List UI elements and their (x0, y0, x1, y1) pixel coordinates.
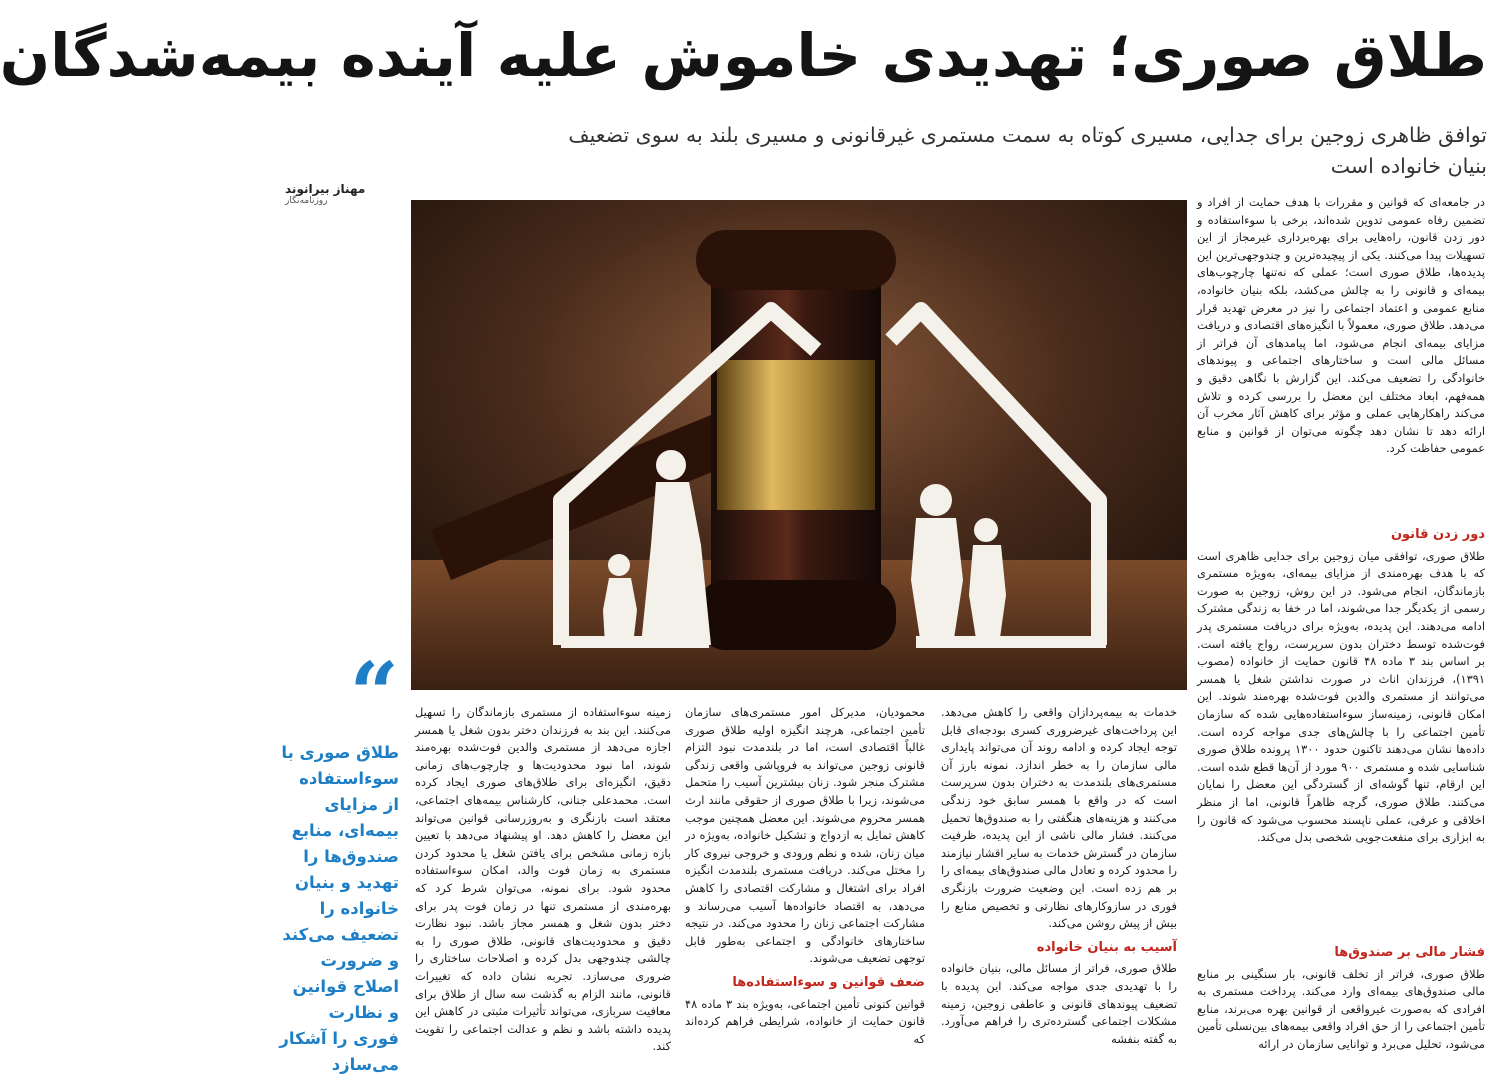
section-heading-4: ضعف قوانین و سوءاستفاده‌ها (732, 974, 925, 990)
gavel-gold-band (717, 360, 875, 510)
column-2-body-2: طلاق صوری، فراتر از مسائل مالی، بنیان خانواده را با تهدیدی جدی مواجه می‌کند. این پدیده با تضعیف پیوندهای قانونی و عاطفی زوجین، زمینه مشکلات اجتماعی گسترده‌تری را فراهم می‌آورد. به گفته بنفشه (941, 961, 1177, 1046)
column-2 (941, 704, 1177, 1084)
lead-paragraph: توافق ظاهری زوجین برای جدایی، مسیری کوتاه به سمت مستمری غیرقانونی و مسیری بلند به سوی تضعیف بنیان خانواده است (568, 123, 1487, 178)
pull-quote (279, 644, 399, 1078)
column-1-section-2 (1197, 938, 1485, 1084)
section-heading-1: دور زدن قانون (1390, 527, 1485, 542)
section-body-2: طلاق صوری، فراتر از تخلف قانونی، بار سنگینی بر منابع مالی صندوق‌های بیمه‌ای وارد می‌کند. پرداخت مستمری به افرادی که به‌صورت غیرواقعی از قوانین بهره می‌برند، منابع تأمین اجتماعی را از حق افراد واقعی بیمه‌های بین‌نسلی تأمین می‌شود، تحلیل می‌برد و توانایی سازمان در ارائه (1197, 966, 1485, 1051)
section-heading-3: آسیب به بنیان خانواده (1036, 939, 1177, 955)
headline: طلاق صوری؛ تهدیدی خاموش علیه آینده بیمه‌شدگان (0, 21, 1487, 90)
gavel-family-illustration (411, 200, 1187, 690)
column-1-section (1197, 520, 1485, 940)
column-3-body-2: قوانین کنونی تأمین اجتماعی، به‌ویژه بند ۳ ماده ۴۸ قانون حمایت از خانواده، شرایطی فراهم کرده‌اند که (685, 996, 925, 1046)
lead-photo (411, 200, 1187, 690)
pull-quote-text: طلاق صوری با سوءاستفاده از مزایای بیمه‌ای، منابع صندوق‌ها را تهدید و بنیان خانواده را تضعیف می‌کند و ضرورت اصلاح قوانین و نظارت فوری را آشکار می‌سازد (279, 743, 399, 1074)
section-heading-2: فشار مالی بر صندوق‌ها (1334, 945, 1485, 960)
author-role: روزنامه‌نگار (285, 196, 328, 206)
quote-mark-icon: “ (349, 644, 399, 745)
column-1-intro (1197, 194, 1485, 506)
column-3-body: محمودیان، مدیرکل امور مستمری‌های سازمان تأمین اجتماعی، هرچند انگیزه اولیه طلاق صوری غالباً اقتصادی است، اما در بلندمدت نبود التزام قانونی زوجین می‌تواند به فروپاشی واقعی زندگی مشترک منجر شود. زنان بیشترین آسیب را متحمل می‌شوند، زیرا با طلاق صوری از حقوقی مانند ارث همسر محروم می‌شوند. این معضل همچنین موجب کاهش تمایل به ازدواج و تشکیل خانواده، به‌ویژه در میان زنان، شده و نظم ورودی و خروجی نیروی کار را مختل می‌کند. دریافت مستمری بلندمدت انگیزه افراد برای اشتغال و مشارکت اقتصادی را کاهش می‌دهد، به اقتصاد خانواده‌ها آسیب می‌رساند و مشارکت اجتماعی زنان را محدود می‌کند. در نتیجه ساختارهای خانوادگی و اجتماعی به‌طور قابل توجهی تضعیف می‌شوند. (685, 705, 925, 966)
author-name: مهناز بیرانوند (285, 182, 366, 196)
intro-paragraph: در جامعه‌ای که قوانین و مقررات با هدف حمایت از افراد و تضمین رفاه عمومی تدوین شده‌اند، برخی با سوءاستفاده و دور زدن قانون، راه‌هایی برای بهره‌برداری غیرمجاز از این تسهیلات پیدا می‌کنند. یکی از پیچیده‌ترین و چندوجهی‌ترین این پدیده‌ها، طلاق صوری است؛ عملی که نه‌تنها چارچوب‌های بیمه‌ای و قانونی را به چالش می‌کشد، بلکه بنیان خانواده، منابع عمومی و اعتماد اجتماعی را نیز در معرض تهدید قرار می‌دهد. طلاق صوری، معمولاً با انگیزه‌های اقتصادی و دریافت مزایای بیمه‌ای انجام می‌شود، اما پیامدهای آن فراتر از مسائل مالی است و ساختارهای اجتماعی و پیوندهای خانوادگی را تضعیف می‌کند. این گزارش با نگاهی دقیق و همه‌فهم، ابعاد مختلف این معضل را بررسی کرده و تلاش می‌کند راهکارهایی عملی و مؤثر برای کاهش آثار مخرب آن ارائه دهد تا نشان دهد چگونه می‌توان از قوانین و منابع عمومی حفاظت کرد. (1197, 195, 1485, 456)
byline (285, 182, 415, 206)
column-4 (415, 704, 671, 1084)
column-2-body: خدمات به بیمه‌پردازان واقعی را کاهش می‌دهد. این پرداخت‌های غیرضروری کسری بودجه‌ای قابل توجه ایجاد کرده و ادامه روند آن می‌تواند پایداری مالی سازمان را به خطر اندازد. نمونه بارز آن مستمری‌های بلندمدت به دختران بدون سرپرست است که در واقع با همسر سابق خود زندگی می‌کنند و هزینه‌های هنگفتی را به صندوق‌ها تحمیل می‌کنند. فشار مالی ناشی از این پدیده، ظرفیت سازمان در گسترش خدمات به سایر اقشار نیازمند را محدود کرده و تعادل مالی صندوق‌های بیمه‌ای را بر هم زده است. این وضعیت ضرورت بازنگری فوری در سازوکارهای نظارتی و تخصیص منابع را بیش از پیش روشن می‌کند. (941, 705, 1177, 931)
section-body-1: طلاق صوری، توافقی میان زوجین برای جدایی ظاهری است که با هدف بهره‌مندی از مزایای بیمه‌ای، به‌ویژه مستمری بازماندگان، انجام می‌شود. در این روش، زوجین به صورت رسمی از یکدیگر جدا می‌شوند، اما در خفا به زندگی مشترک ادامه می‌دهند. این پدیده، به‌ویژه برای دریافت مستمری پدر فوت‌شده توسط دختران بدون سرپرست، رواج یافته است. بر اساس بند ۳ ماده ۴۸ قانون حمایت از خانواده (مصوب ۱۳۹۱)، فرزندان اناث در صورت نداشتن شغل یا همسر می‌توانند از مستمری والدین فوت‌شده بهره‌مند شوند. این امکان قانونی، زمینه‌ساز سوءاستفاده‌هایی شده که سازمان تأمین اجتماعی را با چالش‌های جدی مواجه کرده است. داده‌ها نشان می‌دهند تاکنون حدود ۱۳۰۰ پرونده طلاق صوری شناسایی شده و مستمری ۹۰۰ مورد از آن‌ها قطع شده است. این ارقام، تنها گوشه‌ای از گستردگی این معضل را نمایان می‌کنند. طلاق صوری، گرچه ظاهراً قانونی، اما از منظر اخلاقی و عرفی، عملی ناپسند محسوب می‌شود که قانون را به ابزاری برای منفعت‌جویی شخصی بدل می‌کند. (1197, 548, 1486, 845)
column-3 (685, 704, 925, 1084)
column-4-body: زمینه سوءاستفاده از مستمری بازماندگان را تسهیل می‌کنند. این بند به فرزندان دختر بدون شغل یا همسر اجازه می‌دهد از مستمری والدین فوت‌شده بهره‌مند شوند، اما نبود محدودیت‌ها و چارچوب‌های زمانی دقیق، انگیزه‌ای برای طلاق‌های صوری ایجاد کرده است. محمدعلی جنانی، کارشناس بیمه‌های اجتماعی، معتقد است بازنگری و به‌روزرسانی قوانین می‌تواند این معضل را کاهش دهد. او پیشنهاد می‌دهد با تعیین بازه زمانی مشخص برای یافتن شغل یا محدود کردن مستمری به زمان فوت والد، امکان سوءاستفاده محدود شود. برای نمونه، می‌توان شرط کرد که بهره‌مندی از مستمری تنها در زمان فوت پدر برای دختر بدون شغل و همسر مجاز باشد. نبود نظارت دقیق و محدودیت‌های قانونی، طلاق صوری را به چالشی چندوجهی بدل کرده و اصلاحات ساختاری را ضروری می‌سازد. تجربه نشان داده که تغییرات قانونی، مانند الزام به گذشت سه سال از طلاق برای معافیت سربازی، می‌تواند تأثیرات مثبتی در کاهش این پدیده داشته باشد و نظم و عدالت اجتماعی را تقویت کند. (415, 705, 671, 1054)
